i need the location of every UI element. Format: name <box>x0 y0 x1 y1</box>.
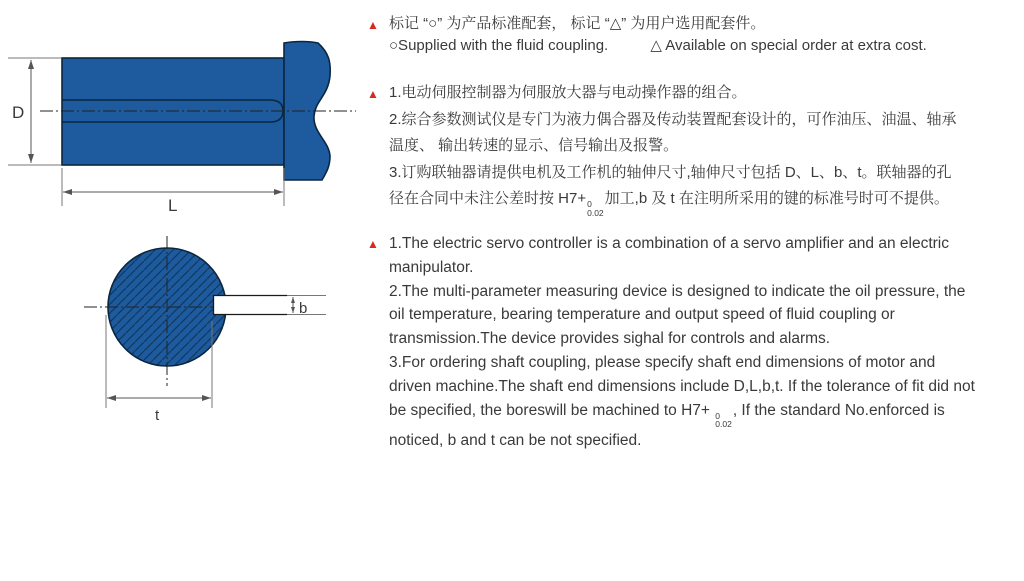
legend-circle-note: ○Supplied with the fluid coupling. <box>389 37 609 54</box>
en-note-line <box>389 327 975 351</box>
red-triangle-icon: ▲ <box>367 87 379 101</box>
shaft-dimension-diagram <box>0 0 360 430</box>
tolerance-superscript: 0 <box>715 410 720 421</box>
keyway-slot-section <box>214 296 288 315</box>
en-note-text: driven machine.The shaft end dimensions include D,L,b,t. If the tolerance of fit did not <box>389 377 975 395</box>
zh-note-line <box>389 107 957 134</box>
tolerance-superscript: 0 <box>587 199 592 209</box>
en-note-line <box>367 232 975 256</box>
en-tolerance-pre: be specified, the boreswill be machined to H7+ <box>389 401 715 419</box>
zh-note-text: 1.电动伺服控制器为伺服放大器与电动操作器的组合。 <box>389 84 747 101</box>
zh-note-text: 温度、 输出转速的显示、信号输出及报警。 <box>389 137 679 154</box>
tolerance-stack <box>715 412 732 429</box>
shaft-cross-section <box>84 236 326 424</box>
en-note-line <box>389 303 975 327</box>
tolerance-subscript: 0.02 <box>715 419 732 430</box>
en-note-line <box>389 280 975 304</box>
legend-triangle-note: △ Available on special order at extra cost. <box>650 37 927 54</box>
en-note-text: noticed, b and t can be not specified. <box>389 431 642 449</box>
zh-note-line <box>367 80 957 107</box>
dim-label-t: t <box>155 407 160 424</box>
zh-tolerance-pre: 径在合同中未注公差时按 H7+ <box>389 190 587 207</box>
zh-note-line-tolerance <box>389 186 957 217</box>
zh-note-line <box>389 160 957 187</box>
en-note-line-tolerance <box>389 399 975 429</box>
legend-block <box>367 13 927 57</box>
tolerance-subscript: 0.02 <box>587 207 604 218</box>
en-note-line <box>389 256 975 280</box>
zh-note-text: 3.订购联轴器请提供电机及工作机的轴伸尺寸,轴伸尺寸包括 D、L、b、t。联轴器的孔 <box>389 163 952 181</box>
legend-line-zh <box>367 13 927 35</box>
en-tolerance-post: , If the standard No.enforced is <box>732 401 945 419</box>
zh-tolerance-post: 加工,b 及 t 在注明所采用的键的标准号时可不提供。 <box>604 190 949 207</box>
dim-label-l: L <box>168 196 178 215</box>
en-note-text: 3.For ordering shaft coupling, please specify shaft end dimensions of motor and <box>389 353 936 371</box>
legend-text-zh: 标记 “○” 为产品标准配套， 标记 “△” 为用户选用配套件。 <box>389 15 766 32</box>
legend-line-en <box>389 35 927 57</box>
red-triangle-icon: ▲ <box>367 237 379 251</box>
shaft-side-view <box>8 42 356 216</box>
en-note-text: oil temperature, bearing temperature and output speed of fluid coupling or <box>389 306 895 324</box>
dim-label-d: D <box>12 103 25 122</box>
en-note-line <box>389 351 975 375</box>
en-note-text: transmission.The device provides sighal for controls and alarms. <box>389 330 831 348</box>
english-notes-block <box>367 232 975 452</box>
en-note-line <box>389 429 975 453</box>
chinese-notes-block <box>367 80 957 218</box>
zh-note-line <box>389 133 957 160</box>
zh-note-text: 2.综合参数测试仪是专门为液力偶合器及传动装置配套设计的，可作油压、油温、轴承 <box>389 110 957 128</box>
en-note-text: 1.The electric servo controller is a combination of a servo amplifier and an electric <box>389 235 949 252</box>
en-note-text: 2.The multi-parameter measuring device is designed to indicate the oil pressure, the <box>389 282 966 300</box>
en-note-line <box>389 375 975 399</box>
tolerance-stack <box>587 200 604 217</box>
red-triangle-icon: ▲ <box>367 18 379 32</box>
dim-label-b: b <box>299 300 308 317</box>
en-note-text: manipulator. <box>389 258 474 276</box>
